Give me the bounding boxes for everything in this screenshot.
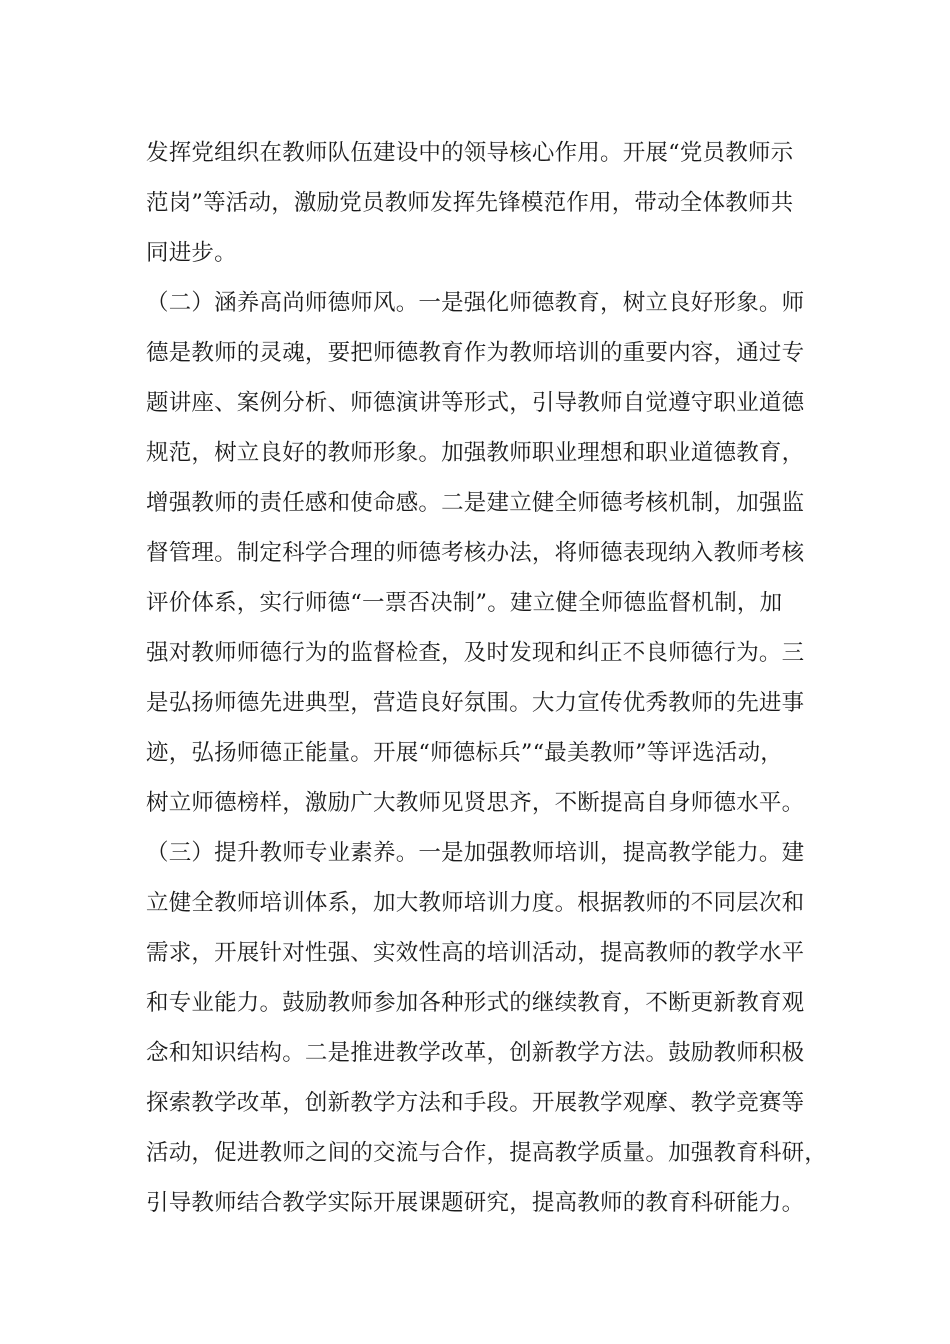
text-line: 同进步。 bbox=[146, 240, 237, 266]
text-line: 强对教师师德行为的监督检查，及时发现和纠正不良师德行为。三 bbox=[146, 640, 805, 666]
text-line: 立健全教师培训体系，加大教师培训力度。根据教师的不同层次和 bbox=[146, 890, 805, 916]
text-line: 活动，促进教师之间的交流与合作，提高教学质量。加强教育科研， bbox=[146, 1140, 828, 1166]
text-line: 增强教师的责任感和使命感。二是建立健全师德考核机制，加强监 bbox=[146, 490, 805, 516]
text-line: 念和知识结构。二是推进教学改革，创新教学方法。鼓励教师积极 bbox=[146, 1040, 805, 1066]
text-line: 评价体系，实行师德“一票否决制”。建立健全师德监督机制，加 bbox=[146, 590, 783, 616]
document-body bbox=[146, 133, 836, 1233]
text-line: 迹，弘扬师德正能量。开展“师德标兵”“最美教师”等评选活动， bbox=[146, 740, 784, 766]
text-line: 引导教师结合教学实际开展课题研究，提高教师的教育科研能力。 bbox=[146, 1190, 805, 1216]
text-line: 题讲座、案例分析、师德演讲等形式，引导教师自觉遵守职业道德 bbox=[146, 390, 805, 416]
text-line: 规范，树立良好的教师形象。加强教师职业理想和职业道德教育， bbox=[146, 440, 805, 466]
text-line: 发挥党组织在教师队伍建设中的领导核心作用。开展“党员教师示 bbox=[146, 140, 794, 166]
section-heading-line: （二）涵养高尚师德师风。一是强化师德教育，树立良好形象。师 bbox=[146, 290, 805, 316]
text-line: 是弘扬师德先进典型，营造良好氛围。大力宣传优秀教师的先进事 bbox=[146, 690, 805, 716]
text-line: 探索教学改革，创新教学方法和手段。开展教学观摩、教学竞赛等 bbox=[146, 1090, 805, 1116]
text-line: 需求，开展针对性强、实效性高的培训活动，提高教师的教学水平 bbox=[146, 940, 805, 966]
section-heading-line: （三）提升教师专业素养。一是加强教师培训，提高教学能力。建 bbox=[146, 840, 805, 866]
text-line: 范岗”等活动，激励党员教师发挥先锋模范作用，带动全体教师共 bbox=[146, 190, 794, 216]
text-line: 德是教师的灵魂，要把师德教育作为教师培训的重要内容，通过专 bbox=[146, 340, 805, 366]
text-line: 和专业能力。鼓励教师参加各种形式的继续教育，不断更新教育观 bbox=[146, 990, 805, 1016]
text-line: 督管理。制定科学合理的师德考核办法，将师德表现纳入教师考核 bbox=[146, 540, 805, 566]
text-line: 树立师德榜样，激励广大教师见贤思齐，不断提高自身师德水平。 bbox=[146, 790, 805, 816]
